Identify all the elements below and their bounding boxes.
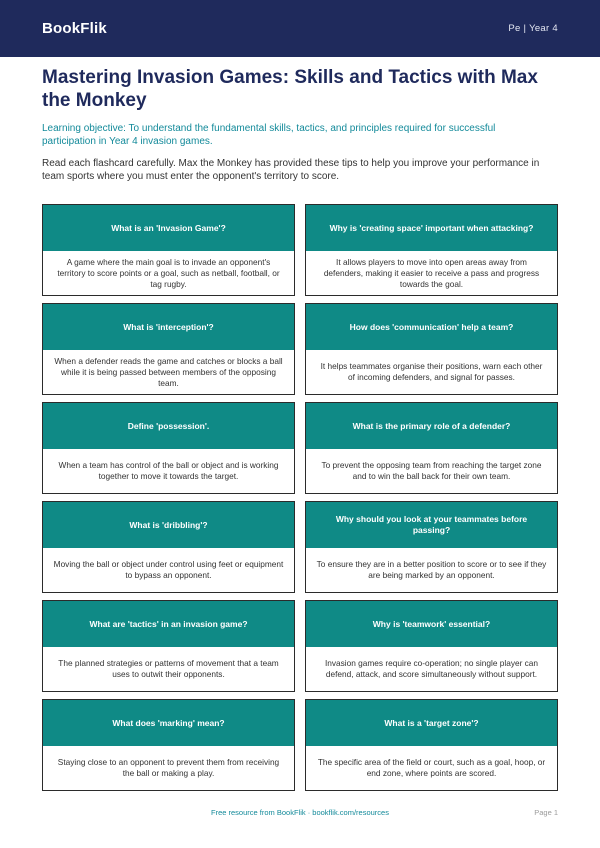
flashcard-question: What is an 'Invasion Game'? [43, 205, 294, 251]
intro-text: Read each flashcard carefully. Max the Monkey has provided these tips to help you improve your performance in team sports where you must enter the opponent's territory to score. [42, 158, 540, 182]
flashcard-question: What is a 'target zone'? [306, 700, 557, 746]
flashcard-grid [42, 204, 558, 791]
flashcard-answer: When a defender reads the game and catches or blocks a ball while it is being passed between members of the opposing team. [43, 350, 294, 394]
flashcard[interactable] [305, 303, 558, 395]
flashcard-answer: The planned strategies or patterns of movement that a team uses to outwit their opponents. [43, 647, 294, 691]
flashcard[interactable] [305, 402, 558, 494]
flashcard-question: Why is 'teamwork' essential? [306, 601, 557, 647]
flashcard-question: What are 'tactics' in an invasion game? [43, 601, 294, 647]
flashcard-answer: The specific area of the field or court, such as a goal, hoop, or end zone, where points are scored. [306, 746, 557, 790]
page-number: Page 1 [534, 808, 558, 817]
flashcard[interactable] [305, 204, 558, 296]
page-title: Mastering Invasion Games: Skills and Tactics with Max the Monkey [42, 67, 538, 111]
flashcard-answer: When a team has control of the ball or object and is working together to move it towards the target. [43, 449, 294, 493]
flashcard-answer: Moving the ball or object under control using feet or equipment to bypass an opponent. [43, 548, 294, 592]
flashcard-question: Define 'possession'. [43, 403, 294, 449]
flashcard-question: What is 'dribbling'? [43, 502, 294, 548]
flashcard[interactable] [305, 699, 558, 791]
flashcard-question: Why should you look at your teammates before passing? [306, 502, 557, 548]
page-header [0, 0, 600, 57]
flashcard[interactable] [42, 204, 295, 296]
flashcard-question: What does 'marking' mean? [43, 700, 294, 746]
flashcard-question: What is the primary role of a defender? [306, 403, 557, 449]
flashcard[interactable] [42, 402, 295, 494]
flashcard[interactable] [42, 699, 295, 791]
subject-year-label: Pe | Year 4 [508, 23, 558, 34]
flashcard-answer: To prevent the opposing team from reaching the target zone and to win the ball back for their own team. [306, 449, 557, 493]
flashcard[interactable] [42, 303, 295, 395]
flashcard-answer: It allows players to move into open areas away from defenders, making it easier to receive a pass and progress towards the goal. [306, 251, 557, 295]
flashcard-question: How does 'communication' help a team? [306, 304, 557, 350]
flashcard[interactable] [42, 501, 295, 593]
flashcard[interactable] [305, 501, 558, 593]
footer-link[interactable]: Free resource from BookFlik · bookflik.com/resources [211, 808, 389, 817]
flashcard-question: What is 'interception'? [43, 304, 294, 350]
flashcard[interactable] [305, 600, 558, 692]
flashcard-answer: A game where the main goal is to invade an opponent's territory to score points or a goal, such as netball, football, or tag rugby. [43, 251, 294, 295]
flashcard-answer: To ensure they are in a better position to score or to see if they are being marked by an opponent. [306, 548, 557, 592]
flashcard-answer: Invasion games require co-operation; no single player can defend, attack, and score simultaneously without support. [306, 647, 557, 691]
flashcard[interactable] [42, 600, 295, 692]
flashcard-answer: It helps teammates organise their positions, warn each other of incoming defenders, and signal for passes. [306, 350, 557, 394]
flashcard-answer: Staying close to an opponent to prevent them from receiving the ball or making a play. [43, 746, 294, 790]
flashcard-question: Why is 'creating space' important when attacking? [306, 205, 557, 251]
brand-logo[interactable]: BookFlik [42, 20, 107, 37]
learning-objective: Learning objective: To understand the fundamental skills, tactics, and principles required for successful participation in Year 4 invasion games. [42, 123, 496, 147]
